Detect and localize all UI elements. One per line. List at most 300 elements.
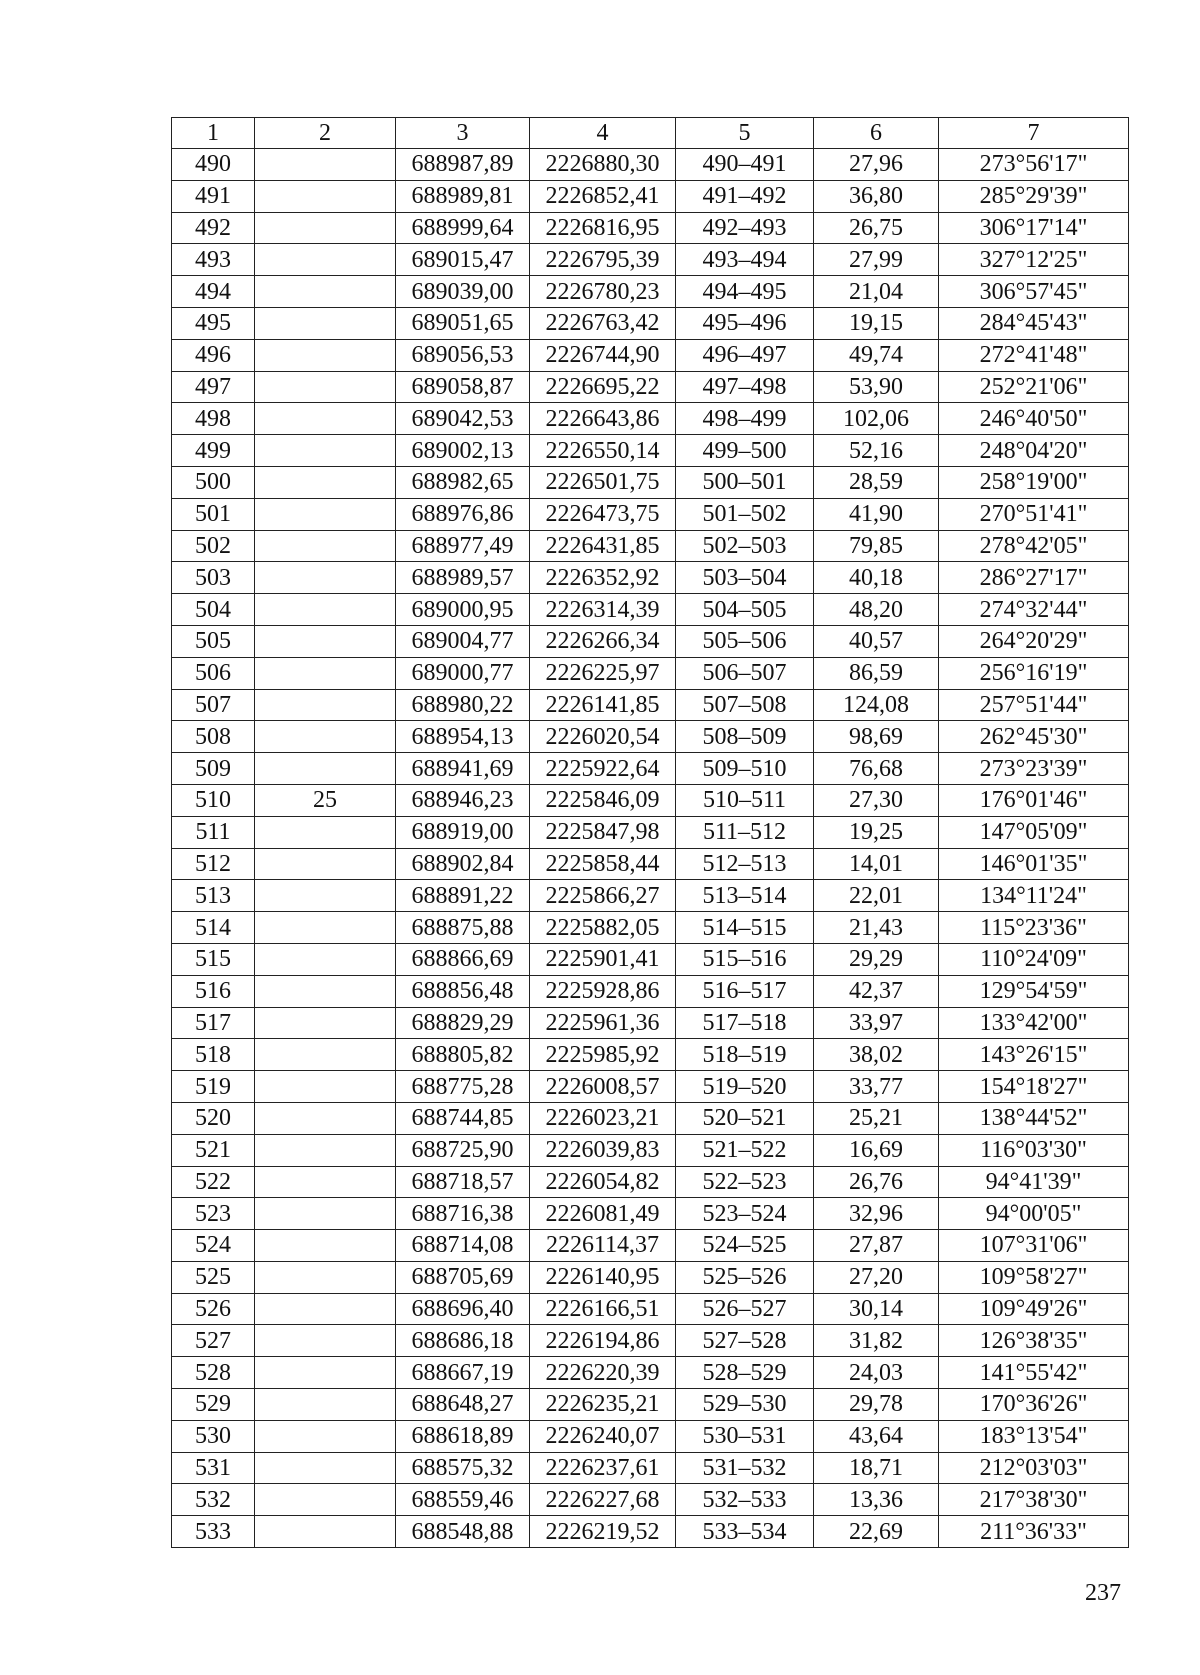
bearing-cell: 270°51'41" (939, 498, 1129, 530)
length-cell: 13,36 (814, 1484, 939, 1516)
table-row (172, 212, 1129, 244)
length-cell: 27,87 (814, 1230, 939, 1262)
length-cell: 26,75 (814, 212, 939, 244)
section-number-cell (255, 816, 396, 848)
length-cell: 124,08 (814, 689, 939, 721)
column-header: 7 (939, 118, 1129, 149)
coordinate-y-cell: 2226225,97 (530, 657, 676, 689)
coordinate-x-cell: 688941,69 (396, 753, 530, 785)
table-row (172, 816, 1129, 848)
bearing-cell: 129°54'59" (939, 975, 1129, 1007)
point-number-cell: 522 (172, 1166, 255, 1198)
bearing-cell: 286°27'17" (939, 562, 1129, 594)
length-cell: 29,29 (814, 943, 939, 975)
bearing-cell: 116°03'30" (939, 1134, 1129, 1166)
segment-cell: 500–501 (676, 466, 814, 498)
coordinate-x-cell: 688575,32 (396, 1452, 530, 1484)
coordinate-x-cell: 688716,38 (396, 1198, 530, 1230)
section-number-cell (255, 435, 396, 467)
segment-cell: 507–508 (676, 689, 814, 721)
segment-cell: 515–516 (676, 943, 814, 975)
section-number-cell (255, 848, 396, 880)
coordinate-x-cell: 688976,86 (396, 498, 530, 530)
segment-cell: 527–528 (676, 1325, 814, 1357)
bearing-cell: 217°38'30" (939, 1484, 1129, 1516)
bearing-cell: 146°01'35" (939, 848, 1129, 880)
length-cell: 27,20 (814, 1261, 939, 1293)
coordinate-x-cell: 688705,69 (396, 1261, 530, 1293)
coordinate-y-cell: 2226039,83 (530, 1134, 676, 1166)
length-cell: 41,90 (814, 498, 939, 530)
point-number-cell: 533 (172, 1516, 255, 1548)
coordinate-x-cell: 689002,13 (396, 435, 530, 467)
section-number-cell (255, 1071, 396, 1103)
section-number-cell (255, 371, 396, 403)
bearing-cell: 141°55'42" (939, 1357, 1129, 1389)
coordinate-x-cell: 689004,77 (396, 625, 530, 657)
length-cell: 26,76 (814, 1166, 939, 1198)
coordinate-y-cell: 2226023,21 (530, 1102, 676, 1134)
segment-cell: 503–504 (676, 562, 814, 594)
bearing-cell: 183°13'54" (939, 1420, 1129, 1452)
table-row (172, 1102, 1129, 1134)
column-header: 3 (396, 118, 530, 149)
section-number-cell (255, 1166, 396, 1198)
bearing-cell: 109°58'27" (939, 1261, 1129, 1293)
coordinate-y-cell: 2226314,39 (530, 594, 676, 626)
length-cell: 33,97 (814, 1007, 939, 1039)
table-row (172, 912, 1129, 944)
coordinate-y-cell: 2226473,75 (530, 498, 676, 530)
section-number-cell (255, 1293, 396, 1325)
point-number-cell: 519 (172, 1071, 255, 1103)
segment-cell: 516–517 (676, 975, 814, 1007)
segment-cell: 496–497 (676, 339, 814, 371)
section-number-cell (255, 594, 396, 626)
table-row (172, 975, 1129, 1007)
point-number-cell: 515 (172, 943, 255, 975)
table-row (172, 1007, 1129, 1039)
point-number-cell: 502 (172, 530, 255, 562)
coordinate-x-cell: 688548,88 (396, 1516, 530, 1548)
segment-cell: 490–491 (676, 149, 814, 181)
segment-cell: 498–499 (676, 403, 814, 435)
coordinate-y-cell: 2226219,52 (530, 1516, 676, 1548)
coordinate-y-cell: 2226194,86 (530, 1325, 676, 1357)
length-cell: 49,74 (814, 339, 939, 371)
coordinate-y-cell: 2226763,42 (530, 307, 676, 339)
segment-cell: 526–527 (676, 1293, 814, 1325)
coordinate-y-cell: 2225846,09 (530, 784, 676, 816)
table-row (172, 594, 1129, 626)
section-number-cell (255, 1102, 396, 1134)
point-number-cell: 526 (172, 1293, 255, 1325)
section-number-cell (255, 403, 396, 435)
bearing-cell: 258°19'00" (939, 466, 1129, 498)
coordinate-y-cell: 2226695,22 (530, 371, 676, 403)
segment-cell: 531–532 (676, 1452, 814, 1484)
table-row (172, 276, 1129, 308)
segment-cell: 511–512 (676, 816, 814, 848)
segment-cell: 525–526 (676, 1261, 814, 1293)
segment-cell: 523–524 (676, 1198, 814, 1230)
bearing-cell: 257°51'44" (939, 689, 1129, 721)
coordinate-y-cell: 2226220,39 (530, 1357, 676, 1389)
point-number-cell: 516 (172, 975, 255, 1007)
section-number-cell (255, 1452, 396, 1484)
bearing-cell: 143°26'15" (939, 1039, 1129, 1071)
length-cell: 14,01 (814, 848, 939, 880)
point-number-cell: 525 (172, 1261, 255, 1293)
length-cell: 32,96 (814, 1198, 939, 1230)
coordinate-y-cell: 2226235,21 (530, 1389, 676, 1421)
coordinate-y-cell: 2225922,64 (530, 753, 676, 785)
point-number-cell: 518 (172, 1039, 255, 1071)
coordinate-y-cell: 2226141,85 (530, 689, 676, 721)
segment-cell: 518–519 (676, 1039, 814, 1071)
table-row (172, 1516, 1129, 1548)
coordinate-y-cell: 2226780,23 (530, 276, 676, 308)
length-cell: 28,59 (814, 466, 939, 498)
length-cell: 22,69 (814, 1516, 939, 1548)
length-cell: 98,69 (814, 721, 939, 753)
segment-cell: 492–493 (676, 212, 814, 244)
coordinate-x-cell: 688902,84 (396, 848, 530, 880)
coordinate-x-cell: 688999,64 (396, 212, 530, 244)
bearing-cell: 133°42'00" (939, 1007, 1129, 1039)
length-cell: 18,71 (814, 1452, 939, 1484)
bearing-cell: 306°17'14" (939, 212, 1129, 244)
column-header: 1 (172, 118, 255, 149)
coordinate-x-cell: 688977,49 (396, 530, 530, 562)
section-number-cell (255, 180, 396, 212)
bearing-cell: 327°12'25" (939, 244, 1129, 276)
section-number-cell (255, 1230, 396, 1262)
table-row (172, 1484, 1129, 1516)
section-number-cell (255, 1134, 396, 1166)
table-row (172, 1198, 1129, 1230)
point-number-cell: 508 (172, 721, 255, 753)
section-number-cell (255, 975, 396, 1007)
segment-cell: 499–500 (676, 435, 814, 467)
table-row (172, 689, 1129, 721)
bearing-cell: 170°36'26" (939, 1389, 1129, 1421)
bearing-cell: 107°31'06" (939, 1230, 1129, 1262)
point-number-cell: 523 (172, 1198, 255, 1230)
bearing-cell: 252°21'06" (939, 371, 1129, 403)
coordinate-x-cell: 688829,29 (396, 1007, 530, 1039)
point-number-cell: 492 (172, 212, 255, 244)
bearing-cell: 94°00'05" (939, 1198, 1129, 1230)
segment-cell: 510–511 (676, 784, 814, 816)
length-cell: 31,82 (814, 1325, 939, 1357)
segment-cell: 533–534 (676, 1516, 814, 1548)
coordinate-x-cell: 688987,89 (396, 149, 530, 181)
table-row (172, 1389, 1129, 1421)
point-number-cell: 499 (172, 435, 255, 467)
coordinate-y-cell: 2226852,41 (530, 180, 676, 212)
column-header: 2 (255, 118, 396, 149)
coordinate-x-cell: 689058,87 (396, 371, 530, 403)
segment-cell: 529–530 (676, 1389, 814, 1421)
segment-cell: 519–520 (676, 1071, 814, 1103)
table-row (172, 498, 1129, 530)
segment-cell: 494–495 (676, 276, 814, 308)
point-number-cell: 511 (172, 816, 255, 848)
section-number-cell (255, 339, 396, 371)
table-row (172, 562, 1129, 594)
bearing-cell: 147°05'09" (939, 816, 1129, 848)
section-number-cell (255, 1389, 396, 1421)
section-number-cell (255, 1325, 396, 1357)
length-cell: 16,69 (814, 1134, 939, 1166)
length-cell: 27,99 (814, 244, 939, 276)
length-cell: 27,96 (814, 149, 939, 181)
section-number-cell (255, 657, 396, 689)
page-number: 237 (1085, 1580, 1121, 1606)
coordinate-y-cell: 2226643,86 (530, 403, 676, 435)
bearing-cell: 138°44'52" (939, 1102, 1129, 1134)
coordinate-y-cell: 2225882,05 (530, 912, 676, 944)
table-row (172, 1134, 1129, 1166)
point-number-cell: 494 (172, 276, 255, 308)
point-number-cell: 505 (172, 625, 255, 657)
point-number-cell: 504 (172, 594, 255, 626)
table-row (172, 244, 1129, 276)
section-number-cell (255, 912, 396, 944)
coordinate-y-cell: 2226114,37 (530, 1230, 676, 1262)
segment-cell: 513–514 (676, 880, 814, 912)
segment-cell: 504–505 (676, 594, 814, 626)
table-row (172, 149, 1129, 181)
table-row (172, 307, 1129, 339)
coordinate-y-cell: 2226008,57 (530, 1071, 676, 1103)
coordinate-x-cell: 688891,22 (396, 880, 530, 912)
coordinates-table (171, 117, 1129, 1548)
bearing-cell: 278°42'05" (939, 530, 1129, 562)
point-number-cell: 509 (172, 753, 255, 785)
coordinate-y-cell: 2226266,34 (530, 625, 676, 657)
coordinate-x-cell: 688946,23 (396, 784, 530, 816)
table-body (172, 149, 1129, 1548)
length-cell: 42,37 (814, 975, 939, 1007)
segment-cell: 505–506 (676, 625, 814, 657)
table-row (172, 1420, 1129, 1452)
length-cell: 53,90 (814, 371, 939, 403)
bearing-cell: 211°36'33" (939, 1516, 1129, 1548)
section-number-cell (255, 276, 396, 308)
bearing-cell: 176°01'46" (939, 784, 1129, 816)
coordinate-y-cell: 2226795,39 (530, 244, 676, 276)
bearing-cell: 110°24'09" (939, 943, 1129, 975)
point-number-cell: 495 (172, 307, 255, 339)
length-cell: 43,64 (814, 1420, 939, 1452)
point-number-cell: 524 (172, 1230, 255, 1262)
length-cell: 21,04 (814, 276, 939, 308)
coordinate-x-cell: 688982,65 (396, 466, 530, 498)
table-row (172, 1293, 1129, 1325)
table-row (172, 1325, 1129, 1357)
point-number-cell: 514 (172, 912, 255, 944)
point-number-cell: 529 (172, 1389, 255, 1421)
table-row (172, 339, 1129, 371)
coordinate-x-cell: 688856,48 (396, 975, 530, 1007)
point-number-cell: 507 (172, 689, 255, 721)
bearing-cell: 284°45'43" (939, 307, 1129, 339)
length-cell: 86,59 (814, 657, 939, 689)
point-number-cell: 491 (172, 180, 255, 212)
segment-cell: 520–521 (676, 1102, 814, 1134)
bearing-cell: 212°03'03" (939, 1452, 1129, 1484)
column-header: 4 (530, 118, 676, 149)
bearing-cell: 273°23'39" (939, 753, 1129, 785)
coordinate-x-cell: 689015,47 (396, 244, 530, 276)
point-number-cell: 517 (172, 1007, 255, 1039)
coordinate-x-cell: 689051,65 (396, 307, 530, 339)
length-cell: 79,85 (814, 530, 939, 562)
length-cell: 25,21 (814, 1102, 939, 1134)
coordinate-y-cell: 2226227,68 (530, 1484, 676, 1516)
table-row (172, 180, 1129, 212)
table-row (172, 371, 1129, 403)
length-cell: 102,06 (814, 403, 939, 435)
point-number-cell: 501 (172, 498, 255, 530)
point-number-cell: 532 (172, 1484, 255, 1516)
coordinate-x-cell: 688696,40 (396, 1293, 530, 1325)
section-number-cell (255, 307, 396, 339)
coordinate-y-cell: 2226240,07 (530, 1420, 676, 1452)
section-number-cell (255, 1198, 396, 1230)
coordinate-y-cell: 2225985,92 (530, 1039, 676, 1071)
coordinate-y-cell: 2225858,44 (530, 848, 676, 880)
point-number-cell: 493 (172, 244, 255, 276)
point-number-cell: 498 (172, 403, 255, 435)
table-row (172, 880, 1129, 912)
section-number-cell (255, 880, 396, 912)
segment-cell: 509–510 (676, 753, 814, 785)
coordinate-y-cell: 2226054,82 (530, 1166, 676, 1198)
table-row (172, 721, 1129, 753)
bearing-cell: 274°32'44" (939, 594, 1129, 626)
length-cell: 19,15 (814, 307, 939, 339)
table-row (172, 1230, 1129, 1262)
point-number-cell: 530 (172, 1420, 255, 1452)
coordinate-y-cell: 2226880,30 (530, 149, 676, 181)
length-cell: 48,20 (814, 594, 939, 626)
bearing-cell: 134°11'24" (939, 880, 1129, 912)
section-number-cell (255, 1039, 396, 1071)
coordinate-y-cell: 2226020,54 (530, 721, 676, 753)
coordinate-x-cell: 688866,69 (396, 943, 530, 975)
bearing-cell: 306°57'45" (939, 276, 1129, 308)
coordinate-y-cell: 2226501,75 (530, 466, 676, 498)
section-number-cell (255, 625, 396, 657)
section-number-cell (255, 1357, 396, 1389)
coordinate-y-cell: 2226352,92 (530, 562, 676, 594)
coordinate-x-cell: 688744,85 (396, 1102, 530, 1134)
point-number-cell: 528 (172, 1357, 255, 1389)
coordinate-x-cell: 688919,00 (396, 816, 530, 848)
segment-cell: 517–518 (676, 1007, 814, 1039)
length-cell: 40,18 (814, 562, 939, 594)
coordinate-x-cell: 688714,08 (396, 1230, 530, 1262)
section-number-cell (255, 689, 396, 721)
segment-cell: 501–502 (676, 498, 814, 530)
bearing-cell: 154°18'27" (939, 1071, 1129, 1103)
coordinate-x-cell: 688559,46 (396, 1484, 530, 1516)
section-number-cell (255, 721, 396, 753)
table-row (172, 1357, 1129, 1389)
section-number-cell (255, 1261, 396, 1293)
point-number-cell: 490 (172, 149, 255, 181)
section-number-cell (255, 212, 396, 244)
coordinate-x-cell: 688954,13 (396, 721, 530, 753)
section-number-cell: 25 (255, 784, 396, 816)
length-cell: 19,25 (814, 816, 939, 848)
coordinate-x-cell: 688989,57 (396, 562, 530, 594)
length-cell: 21,43 (814, 912, 939, 944)
length-cell: 40,57 (814, 625, 939, 657)
coordinate-y-cell: 2226166,51 (530, 1293, 676, 1325)
segment-cell: 491–492 (676, 180, 814, 212)
section-number-cell (255, 943, 396, 975)
length-cell: 36,80 (814, 180, 939, 212)
coordinate-x-cell: 688725,90 (396, 1134, 530, 1166)
coordinate-y-cell: 2226816,95 (530, 212, 676, 244)
coordinate-x-cell: 688775,28 (396, 1071, 530, 1103)
length-cell: 38,02 (814, 1039, 939, 1071)
section-number-cell (255, 1484, 396, 1516)
segment-cell: 493–494 (676, 244, 814, 276)
table-row (172, 1261, 1129, 1293)
length-cell: 33,77 (814, 1071, 939, 1103)
length-cell: 22,01 (814, 880, 939, 912)
bearing-cell: 115°23'36" (939, 912, 1129, 944)
coordinate-x-cell: 688980,22 (396, 689, 530, 721)
point-number-cell: 506 (172, 657, 255, 689)
point-number-cell: 497 (172, 371, 255, 403)
segment-cell: 512–513 (676, 848, 814, 880)
point-number-cell: 521 (172, 1134, 255, 1166)
table-row (172, 1039, 1129, 1071)
coordinate-x-cell: 688989,81 (396, 180, 530, 212)
header-row (172, 118, 1129, 149)
coordinate-x-cell: 688618,89 (396, 1420, 530, 1452)
coordinate-x-cell: 688648,27 (396, 1389, 530, 1421)
bearing-cell: 262°45'30" (939, 721, 1129, 753)
length-cell: 30,14 (814, 1293, 939, 1325)
bearing-cell: 285°29'39" (939, 180, 1129, 212)
point-number-cell: 500 (172, 466, 255, 498)
column-header: 5 (676, 118, 814, 149)
bearing-cell: 273°56'17" (939, 149, 1129, 181)
section-number-cell (255, 1007, 396, 1039)
coordinate-y-cell: 2226140,95 (530, 1261, 676, 1293)
section-number-cell (255, 562, 396, 594)
coordinate-x-cell: 689039,00 (396, 276, 530, 308)
length-cell: 76,68 (814, 753, 939, 785)
table-row (172, 784, 1129, 816)
length-cell: 24,03 (814, 1357, 939, 1389)
segment-cell: 502–503 (676, 530, 814, 562)
segment-cell: 522–523 (676, 1166, 814, 1198)
segment-cell: 508–509 (676, 721, 814, 753)
point-number-cell: 496 (172, 339, 255, 371)
coordinate-y-cell: 2225928,86 (530, 975, 676, 1007)
section-number-cell (255, 1516, 396, 1548)
coordinate-x-cell: 689056,53 (396, 339, 530, 371)
coordinate-x-cell: 689042,53 (396, 403, 530, 435)
